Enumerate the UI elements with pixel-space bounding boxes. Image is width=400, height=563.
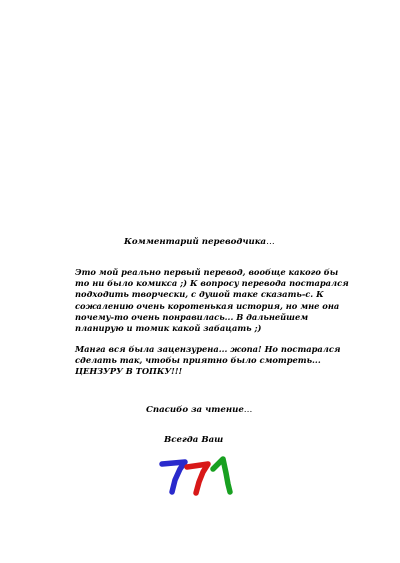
note-heading-text: Комментарий переводчика bbox=[124, 237, 267, 247]
paragraph-line: почему-то очень понравилась... В дальнейшем bbox=[75, 311, 309, 322]
logo-digit-one-green bbox=[213, 459, 230, 492]
thanks-line bbox=[146, 405, 252, 415]
logo-digit-seven-blue bbox=[162, 462, 185, 492]
note-heading bbox=[124, 237, 384, 247]
signoff-text: Всегда Ваш bbox=[164, 435, 224, 445]
paragraph-line: сожалению очень коротенькая история, но мне она bbox=[75, 300, 340, 311]
paragraph-line: планирую и томик какой забацать ;) bbox=[75, 323, 262, 334]
note-paragraph-1 bbox=[75, 267, 353, 334]
paragraph-line: Манга вся была зацензурена... жопа! Но постарался bbox=[75, 344, 341, 354]
thanks-text: Спасибо за чтение bbox=[146, 405, 244, 415]
logo-digit-seven-red bbox=[187, 464, 208, 493]
paragraph-line: Это мой реально первый перевод, вообще какого бы bbox=[75, 267, 339, 277]
paragraph-line: подходить творчески, с душой таке сказать-с. К bbox=[75, 289, 324, 300]
note-paragraph-2 bbox=[75, 344, 353, 378]
signature-logo-771 bbox=[158, 455, 238, 497]
note-heading-ellipsis: … bbox=[266, 237, 275, 247]
paragraph-line: сделать так, чтобы приятно было смотреть... bbox=[75, 355, 321, 366]
paragraph-line: то ни было комикса ;) К вопросу перевода постарался bbox=[75, 278, 349, 289]
paragraph-line: ЦЕНЗУРУ В ТОПКУ!!! bbox=[75, 366, 183, 377]
thanks-ellipsis: … bbox=[243, 405, 253, 415]
